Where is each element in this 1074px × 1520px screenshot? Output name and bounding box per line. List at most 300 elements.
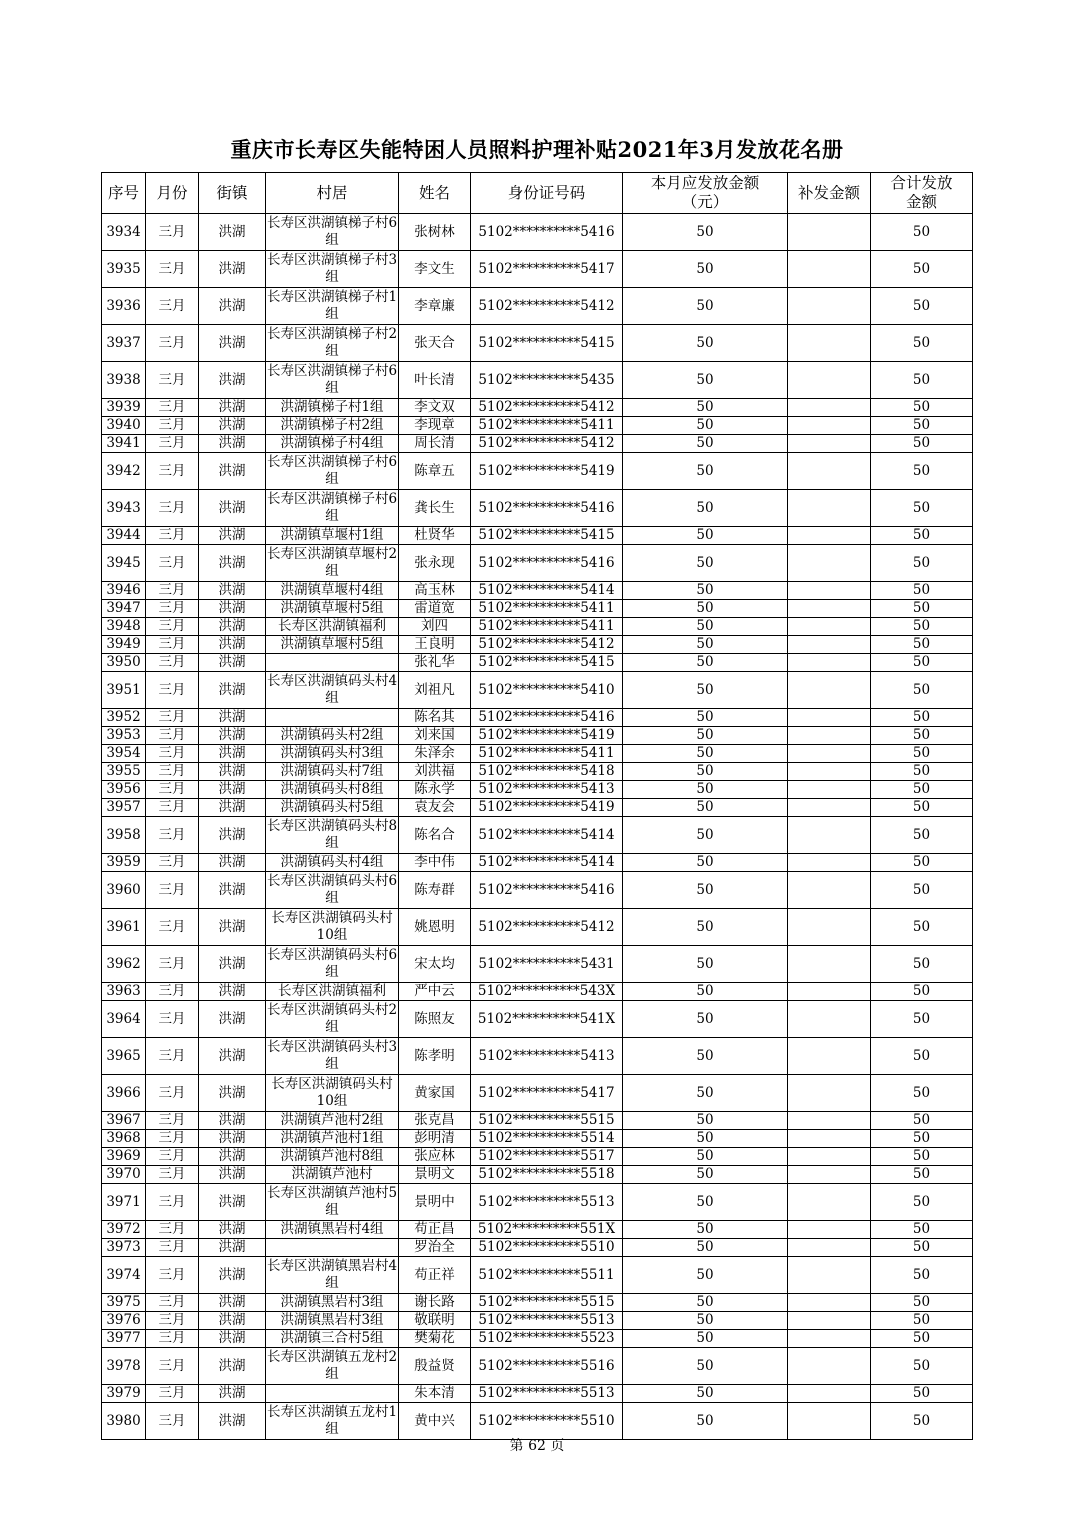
cell-total: 50 [871, 1130, 973, 1148]
cell-id-number: 5102**********5417 [471, 251, 623, 288]
cell-amount: 50 [623, 1001, 788, 1038]
cell-total: 50 [871, 582, 973, 600]
cell-town: 洪湖 [199, 453, 266, 490]
cell-amount: 50 [623, 1403, 788, 1440]
cell-name: 罗治全 [399, 1239, 471, 1257]
cell-id-number: 5102**********5431 [471, 946, 623, 983]
cell-month: 三月 [146, 872, 199, 909]
cell-amount: 50 [623, 251, 788, 288]
cell-month: 三月 [146, 1001, 199, 1038]
cell-seq: 3957 [102, 799, 146, 817]
cell-total: 50 [871, 781, 973, 799]
cell-total: 50 [871, 1385, 973, 1403]
cell-amount: 50 [623, 1385, 788, 1403]
cell-extra-amount [788, 672, 871, 709]
cell-village: 洪湖镇草堰村5组 [266, 600, 399, 618]
cell-seq: 3941 [102, 435, 146, 453]
cell-town: 洪湖 [199, 618, 266, 636]
cell-month: 三月 [146, 817, 199, 854]
table-row [102, 582, 973, 600]
cell-id-number: 5102**********551X [471, 1221, 623, 1239]
cell-town: 洪湖 [199, 872, 266, 909]
cell-town: 洪湖 [199, 1166, 266, 1184]
cell-town: 洪湖 [199, 799, 266, 817]
cell-id-number: 5102**********5514 [471, 1130, 623, 1148]
cell-month: 三月 [146, 399, 199, 417]
cell-id-number: 5102**********5412 [471, 636, 623, 654]
table-row [102, 1239, 973, 1257]
cell-name: 张克昌 [399, 1112, 471, 1130]
cell-month: 三月 [146, 453, 199, 490]
cell-amount: 50 [623, 527, 788, 545]
cell-extra-amount [788, 1001, 871, 1038]
cell-village: 长寿区洪湖镇五龙村2组 [266, 1348, 399, 1385]
cell-seq: 3958 [102, 817, 146, 854]
cell-seq: 3964 [102, 1001, 146, 1038]
cell-seq: 3972 [102, 1221, 146, 1239]
cell-id-number: 5102**********5510 [471, 1403, 623, 1440]
cell-village: 长寿区洪湖镇黑岩村4组 [266, 1257, 399, 1294]
table-row [102, 781, 973, 799]
cell-amount: 50 [623, 490, 788, 527]
cell-town: 洪湖 [199, 1112, 266, 1130]
cell-seq: 3935 [102, 251, 146, 288]
table-row [102, 799, 973, 817]
cell-amount: 50 [623, 672, 788, 709]
cell-id-number: 5102**********5415 [471, 654, 623, 672]
cell-id-number: 5102**********5412 [471, 288, 623, 325]
cell-amount: 50 [623, 654, 788, 672]
cell-total: 50 [871, 214, 973, 251]
cell-month: 三月 [146, 1312, 199, 1330]
cell-village: 长寿区洪湖镇梯子村6组 [266, 453, 399, 490]
cell-town: 洪湖 [199, 490, 266, 527]
cell-town: 洪湖 [199, 817, 266, 854]
cell-name: 樊菊花 [399, 1330, 471, 1348]
cell-town: 洪湖 [199, 1330, 266, 1348]
cell-total: 50 [871, 527, 973, 545]
cell-id-number: 5102**********541X [471, 1001, 623, 1038]
table-row [102, 618, 973, 636]
table-row [102, 817, 973, 854]
cell-seq: 3966 [102, 1075, 146, 1112]
cell-village: 长寿区洪湖镇码头村3组 [266, 1038, 399, 1075]
cell-id-number: 5102**********5411 [471, 745, 623, 763]
cell-extra-amount [788, 325, 871, 362]
cell-village: 洪湖镇草堰村1组 [266, 527, 399, 545]
cell-town: 洪湖 [199, 214, 266, 251]
table-row [102, 1130, 973, 1148]
cell-amount: 50 [623, 399, 788, 417]
cell-id-number: 5102**********5415 [471, 325, 623, 362]
cell-town: 洪湖 [199, 288, 266, 325]
cell-seq: 3965 [102, 1038, 146, 1075]
cell-month: 三月 [146, 251, 199, 288]
cell-extra-amount [788, 727, 871, 745]
cell-amount: 50 [623, 727, 788, 745]
table-row [102, 251, 973, 288]
table-row [102, 600, 973, 618]
cell-extra-amount [788, 745, 871, 763]
cell-name: 陈名其 [399, 709, 471, 727]
cell-town: 洪湖 [199, 1075, 266, 1112]
header-cell: 姓名 [399, 173, 471, 214]
cell-name: 刘洪福 [399, 763, 471, 781]
cell-village: 洪湖镇黑岩村3组 [266, 1312, 399, 1330]
table-row [102, 763, 973, 781]
cell-extra-amount [788, 1257, 871, 1294]
cell-village: 长寿区洪湖镇码头村10组 [266, 1075, 399, 1112]
cell-town: 洪湖 [199, 362, 266, 399]
cell-extra-amount [788, 1385, 871, 1403]
cell-seq: 3939 [102, 399, 146, 417]
table-row [102, 1257, 973, 1294]
cell-amount: 50 [623, 1257, 788, 1294]
cell-total: 50 [871, 817, 973, 854]
cell-village: 长寿区洪湖镇梯子村1组 [266, 288, 399, 325]
cell-town: 洪湖 [199, 854, 266, 872]
cell-seq: 3940 [102, 417, 146, 435]
cell-month: 三月 [146, 1257, 199, 1294]
cell-seq: 3979 [102, 1385, 146, 1403]
table-row [102, 1184, 973, 1221]
cell-month: 三月 [146, 636, 199, 654]
cell-town: 洪湖 [199, 399, 266, 417]
cell-month: 三月 [146, 672, 199, 709]
cell-seq: 3937 [102, 325, 146, 362]
cell-month: 三月 [146, 1294, 199, 1312]
cell-name: 陈永学 [399, 781, 471, 799]
cell-total: 50 [871, 288, 973, 325]
table-row [102, 288, 973, 325]
cell-month: 三月 [146, 600, 199, 618]
cell-id-number: 5102**********5511 [471, 1257, 623, 1294]
cell-village: 洪湖镇芦池村8组 [266, 1148, 399, 1166]
cell-month: 三月 [146, 288, 199, 325]
cell-village: 长寿区洪湖镇梯子村6组 [266, 490, 399, 527]
cell-seq: 3974 [102, 1257, 146, 1294]
cell-town: 洪湖 [199, 1257, 266, 1294]
cell-total: 50 [871, 763, 973, 781]
table-row [102, 1112, 973, 1130]
cell-id-number: 5102**********5419 [471, 727, 623, 745]
cell-seq: 3948 [102, 618, 146, 636]
cell-month: 三月 [146, 1112, 199, 1130]
cell-town: 洪湖 [199, 946, 266, 983]
cell-amount: 50 [623, 709, 788, 727]
table-row [102, 983, 973, 1001]
cell-town: 洪湖 [199, 417, 266, 435]
cell-name: 宋太均 [399, 946, 471, 983]
cell-amount: 50 [623, 983, 788, 1001]
cell-total: 50 [871, 1403, 973, 1440]
cell-month: 三月 [146, 1038, 199, 1075]
cell-id-number: 5102**********5414 [471, 854, 623, 872]
cell-extra-amount [788, 1166, 871, 1184]
cell-name: 李文双 [399, 399, 471, 417]
cell-month: 三月 [146, 854, 199, 872]
cell-village: 洪湖镇芦池村 [266, 1166, 399, 1184]
cell-amount: 50 [623, 1221, 788, 1239]
cell-amount: 50 [623, 1239, 788, 1257]
cell-town: 洪湖 [199, 709, 266, 727]
cell-id-number: 5102**********5518 [471, 1166, 623, 1184]
cell-total: 50 [871, 909, 973, 946]
cell-village: 洪湖镇芦池村2组 [266, 1112, 399, 1130]
cell-town: 洪湖 [199, 909, 266, 946]
cell-name: 彭明清 [399, 1130, 471, 1148]
cell-extra-amount [788, 1221, 871, 1239]
cell-month: 三月 [146, 362, 199, 399]
cell-total: 50 [871, 600, 973, 618]
header-cell: 补发金额 [788, 173, 871, 214]
cell-amount: 50 [623, 1312, 788, 1330]
cell-id-number: 5102**********5517 [471, 1148, 623, 1166]
cell-name: 陈章五 [399, 453, 471, 490]
cell-id-number: 5102**********5513 [471, 1385, 623, 1403]
cell-total: 50 [871, 983, 973, 1001]
table-row [102, 909, 973, 946]
cell-name: 谢长路 [399, 1294, 471, 1312]
cell-town: 洪湖 [199, 727, 266, 745]
cell-seq: 3978 [102, 1348, 146, 1385]
cell-id-number: 5102**********5513 [471, 1184, 623, 1221]
cell-town: 洪湖 [199, 545, 266, 582]
cell-total: 50 [871, 1001, 973, 1038]
cell-extra-amount [788, 1184, 871, 1221]
cell-id-number: 5102**********5515 [471, 1112, 623, 1130]
cell-town: 洪湖 [199, 435, 266, 453]
cell-id-number: 5102**********5413 [471, 1038, 623, 1075]
cell-id-number: 5102**********5435 [471, 362, 623, 399]
cell-village: 长寿区洪湖镇梯子村6组 [266, 362, 399, 399]
cell-extra-amount [788, 1312, 871, 1330]
cell-total: 50 [871, 1330, 973, 1348]
cell-total: 50 [871, 1075, 973, 1112]
cell-village: 洪湖镇码头村4组 [266, 854, 399, 872]
cell-extra-amount [788, 600, 871, 618]
cell-total: 50 [871, 251, 973, 288]
document-title: 重庆市长寿区失能特困人员照料护理补贴2021年3月发放花名册 [230, 137, 844, 162]
cell-name: 张礼华 [399, 654, 471, 672]
cell-village: 长寿区洪湖镇梯子村2组 [266, 325, 399, 362]
cell-id-number: 5102**********5516 [471, 1348, 623, 1385]
cell-id-number: 5102**********5414 [471, 582, 623, 600]
cell-extra-amount [788, 1348, 871, 1385]
header-cell: 村居 [266, 173, 399, 214]
cell-town: 洪湖 [199, 1385, 266, 1403]
cell-village: 洪湖镇梯子村1组 [266, 399, 399, 417]
cell-id-number: 5102**********5413 [471, 781, 623, 799]
cell-extra-amount [788, 1038, 871, 1075]
cell-village: 洪湖镇梯子村2组 [266, 417, 399, 435]
cell-total: 50 [871, 1166, 973, 1184]
cell-month: 三月 [146, 799, 199, 817]
cell-seq: 3934 [102, 214, 146, 251]
cell-name: 刘四 [399, 618, 471, 636]
cell-seq: 3942 [102, 453, 146, 490]
cell-name: 张应林 [399, 1148, 471, 1166]
cell-id-number: 5102**********5418 [471, 763, 623, 781]
table-row [102, 1312, 973, 1330]
cell-seq: 3952 [102, 709, 146, 727]
cell-town: 洪湖 [199, 1294, 266, 1312]
cell-month: 三月 [146, 1330, 199, 1348]
cell-id-number: 5102**********5417 [471, 1075, 623, 1112]
cell-village: 洪湖镇码头村2组 [266, 727, 399, 745]
header-cell: 本月应发放金额（元） [623, 173, 788, 214]
cell-village [266, 1239, 399, 1257]
table-row [102, 672, 973, 709]
cell-name: 高玉林 [399, 582, 471, 600]
cell-extra-amount [788, 288, 871, 325]
cell-amount: 50 [623, 1038, 788, 1075]
cell-seq: 3970 [102, 1166, 146, 1184]
cell-name: 周长清 [399, 435, 471, 453]
cell-total: 50 [871, 1348, 973, 1385]
cell-name: 苟正昌 [399, 1221, 471, 1239]
cell-month: 三月 [146, 1221, 199, 1239]
table-row [102, 399, 973, 417]
cell-seq: 3938 [102, 362, 146, 399]
table-row [102, 417, 973, 435]
cell-name: 雷道宽 [399, 600, 471, 618]
table-row [102, 527, 973, 545]
cell-id-number: 5102**********5410 [471, 672, 623, 709]
cell-amount: 50 [623, 325, 788, 362]
cell-amount: 50 [623, 1148, 788, 1166]
cell-id-number: 5102**********5513 [471, 1312, 623, 1330]
table-row [102, 453, 973, 490]
cell-town: 洪湖 [199, 763, 266, 781]
cell-total: 50 [871, 490, 973, 527]
cell-amount: 50 [623, 817, 788, 854]
table-row [102, 1348, 973, 1385]
cell-town: 洪湖 [199, 1001, 266, 1038]
cell-name: 张永现 [399, 545, 471, 582]
cell-amount: 50 [623, 362, 788, 399]
cell-amount: 50 [623, 1075, 788, 1112]
table-row [102, 854, 973, 872]
cell-seq: 3944 [102, 527, 146, 545]
cell-month: 三月 [146, 1130, 199, 1148]
cell-month: 三月 [146, 582, 199, 600]
cell-seq: 3962 [102, 946, 146, 983]
cell-month: 三月 [146, 946, 199, 983]
cell-amount: 50 [623, 582, 788, 600]
cell-extra-amount [788, 545, 871, 582]
cell-village: 长寿区洪湖镇芦池村5组 [266, 1184, 399, 1221]
cell-month: 三月 [146, 214, 199, 251]
cell-village: 长寿区洪湖镇码头村8组 [266, 817, 399, 854]
cell-id-number: 5102**********5416 [471, 490, 623, 527]
cell-seq: 3971 [102, 1184, 146, 1221]
header-cell: 序号 [102, 173, 146, 214]
cell-village: 长寿区洪湖镇梯子村6组 [266, 214, 399, 251]
cell-extra-amount [788, 872, 871, 909]
cell-extra-amount [788, 435, 871, 453]
table-row [102, 872, 973, 909]
cell-month: 三月 [146, 1385, 199, 1403]
cell-town: 洪湖 [199, 1312, 266, 1330]
cell-name: 陈孝明 [399, 1038, 471, 1075]
cell-village: 长寿区洪湖镇五龙村1组 [266, 1403, 399, 1440]
cell-extra-amount [788, 251, 871, 288]
roster-table [101, 172, 973, 1440]
cell-amount: 50 [623, 545, 788, 582]
cell-seq: 3968 [102, 1130, 146, 1148]
cell-month: 三月 [146, 1239, 199, 1257]
table-row [102, 709, 973, 727]
cell-month: 三月 [146, 983, 199, 1001]
cell-month: 三月 [146, 1403, 199, 1440]
cell-town: 洪湖 [199, 582, 266, 600]
cell-village [266, 1385, 399, 1403]
cell-name: 景明文 [399, 1166, 471, 1184]
cell-seq: 3976 [102, 1312, 146, 1330]
cell-month: 三月 [146, 618, 199, 636]
cell-amount: 50 [623, 417, 788, 435]
cell-name: 苟正祥 [399, 1257, 471, 1294]
cell-total: 50 [871, 636, 973, 654]
table-row [102, 654, 973, 672]
cell-total: 50 [871, 1148, 973, 1166]
cell-total: 50 [871, 1257, 973, 1294]
cell-seq: 3945 [102, 545, 146, 582]
cell-name: 朱本清 [399, 1385, 471, 1403]
cell-extra-amount [788, 781, 871, 799]
table-row [102, 745, 973, 763]
cell-town: 洪湖 [199, 325, 266, 362]
cell-amount: 50 [623, 1166, 788, 1184]
cell-seq: 3936 [102, 288, 146, 325]
cell-amount: 50 [623, 1294, 788, 1312]
cell-amount: 50 [623, 909, 788, 946]
cell-town: 洪湖 [199, 654, 266, 672]
cell-id-number: 5102**********5412 [471, 435, 623, 453]
cell-town: 洪湖 [199, 1184, 266, 1221]
cell-amount: 50 [623, 453, 788, 490]
cell-total: 50 [871, 854, 973, 872]
table-row [102, 325, 973, 362]
cell-amount: 50 [623, 600, 788, 618]
table-row [102, 545, 973, 582]
cell-village: 长寿区洪湖镇福利 [266, 618, 399, 636]
cell-extra-amount [788, 1130, 871, 1148]
table-row [102, 1330, 973, 1348]
cell-name: 张树林 [399, 214, 471, 251]
cell-name: 李现章 [399, 417, 471, 435]
cell-seq: 3955 [102, 763, 146, 781]
cell-extra-amount [788, 1112, 871, 1130]
cell-name: 张天合 [399, 325, 471, 362]
cell-amount: 50 [623, 799, 788, 817]
cell-name: 刘来国 [399, 727, 471, 745]
cell-extra-amount [788, 1148, 871, 1166]
cell-village: 长寿区洪湖镇码头村4组 [266, 672, 399, 709]
cell-month: 三月 [146, 1184, 199, 1221]
cell-month: 三月 [146, 745, 199, 763]
cell-id-number: 5102**********5419 [471, 453, 623, 490]
cell-month: 三月 [146, 545, 199, 582]
cell-month: 三月 [146, 763, 199, 781]
cell-total: 50 [871, 1221, 973, 1239]
table-row [102, 1148, 973, 1166]
cell-id-number: 5102**********5412 [471, 909, 623, 946]
cell-town: 洪湖 [199, 1038, 266, 1075]
cell-seq: 3973 [102, 1239, 146, 1257]
cell-town: 洪湖 [199, 1239, 266, 1257]
